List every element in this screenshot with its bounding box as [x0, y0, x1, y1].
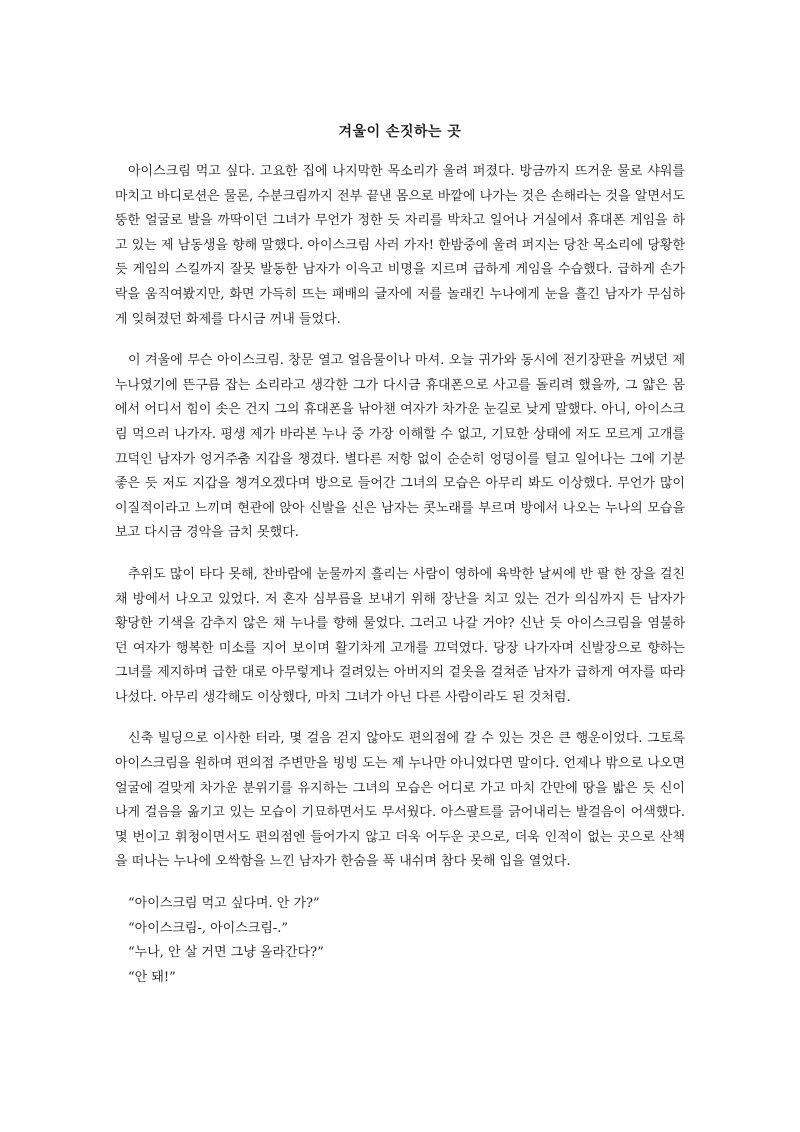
paragraph-1: 아이스크림 먹고 싶다. 고요한 집에 나지막한 목소리가 울려 퍼졌다. 방금까지 뜨거운 물로 샤워를 마치고 바디로션은 물론, 수분크림까지 전부 끝낸 몸으로 바깥에 나가는 것은 손해라는 것을 알면서도 뚱한 얼굴로 발을 까딱이던 그녀가 무언가 정한 듯 자리를 박차고 일어나 거실에서 휴대폰 게임을 하고 있는 제 남동생을 향해 말했다. 아이스크림 사러 가자! 한밤중에 울려 퍼지는 당찬 목소리에 당황한 듯 게임의 스킬까지 잘못 발동한 남자가 이윽고 비명을 지르며 급하게 게임을 수습했다. 급하게 손가락을 움직여봤지만, 화면 가득히 뜨는 패배의 글자에 저를 놀래킨 누나에게 눈을 흘긴 남자가 무심하게 잊혀졌던 화제를 다시금 꺼내 들었다. [115, 164, 685, 327]
paragraph-2: 이 겨울에 무슨 아이스크림. 창문 열고 얼음물이나 마셔. 오늘 귀가와 동시에 전기장판을 꺼냈던 제 누나였기에 뜬구름 잡는 소리라고 생각한 그가 다시금 휴대폰으로 사고를 돌리려 했을까, 그 얇은 몸에서 어디서 힘이 솟은 건지 그의 휴대폰을 낚아챈 여자가 차가운 눈길로 낮게 말했다. 아니, 아이스크림 먹으러 나가자. 평생 제가 바라본 누나 중 가장 이해할 수 없고, 기묘한 상태에 저도 모르게 고개를 끄덕인 남자가 엉거주춤 지갑을 챙겼다. 별다른 저항 없이 순순히 엉덩이를 털고 일어나는 그에 기분 좋은 듯 저도 지갑을 챙겨오겠다며 방으로 들어간 그녀의 모습은 아무리 봐도 이상했다. 무언가 많이 이질적이라고 느끼며 현관에 앉아 신발을 신은 남자는 콧노래를 부르며 방에서 나오는 누나의 모습을 보고 다시금 경악을 금치 못했다. [115, 353, 685, 541]
dialogue-line-2: “아이스크림-, 아이스크림-.” [128, 920, 289, 936]
dialogue-block [115, 892, 685, 990]
dialogue-line-4: “안 돼!” [128, 969, 176, 985]
paragraph-3: 추위도 많이 타다 못해, 찬바람에 눈물까지 흘리는 사람이 영하에 육박한 날씨에 반 팔 한 장을 걸친 채 방에서 나오고 있었다. 저 혼자 심부름을 보내기 위해 장난을 치고 있는 건가 의심까지 든 남자가 황당한 기색을 감추지 않은 채 누나를 향해 물었다. 그러고 나갈 거야? 신난 듯 아이스크림을 염불하던 여자가 행복한 미소를 지어 보이며 활기차게 고개를 끄덕였다. 당장 나가자며 신발장으로 향하는 그녀를 제지하며 급한 대로 아무렇게나 걸려있는 아버지의 겉옷을 걸쳐준 남자가 급하게 여자를 따라나섰다. 아무리 생각해도 이상했다, 마치 그녀가 아닌 다른 사람이라도 된 것처럼. [115, 566, 685, 705]
paragraph-4: 신축 빌딩으로 이사한 터라, 몇 걸음 걷지 않아도 편의점에 갈 수 있는 것은 큰 행운이었다. 그토록 아이스크림을 원하며 편의점 주변만을 빙빙 도는 제 누나만 아니었다면 말이다. 언제나 밖으로 나오면 얼굴에 걸맞게 차가운 분위기를 유지하는 그녀의 모습은 어디로 가고 마치 간만에 땅을 밟은 듯 신이 나게 걸음을 옮기고 있는 모습이 기묘하면서도 무서웠다. 아스팔트를 긁어내리는 발걸음이 어색했다. 몇 번이고 휘청이면서도 편의점엔 들어가지 않고 더욱 어두운 곳으로, 더욱 인적이 없는 곳으로 산책을 떠나는 누나에 오싹함을 느낀 남자가 한숨을 푹 내쉬며 참다 못해 입을 열었다. [115, 731, 685, 870]
dialogue-line-3: “누나, 안 살 거면 그냥 올라간다?” [128, 945, 324, 961]
dialogue-line-1: “아이스크림 먹고 싶다며. 안 가?” [128, 896, 320, 912]
document-page [115, 122, 685, 990]
document-title: 겨울이 손짓하는 곳 [338, 124, 462, 140]
